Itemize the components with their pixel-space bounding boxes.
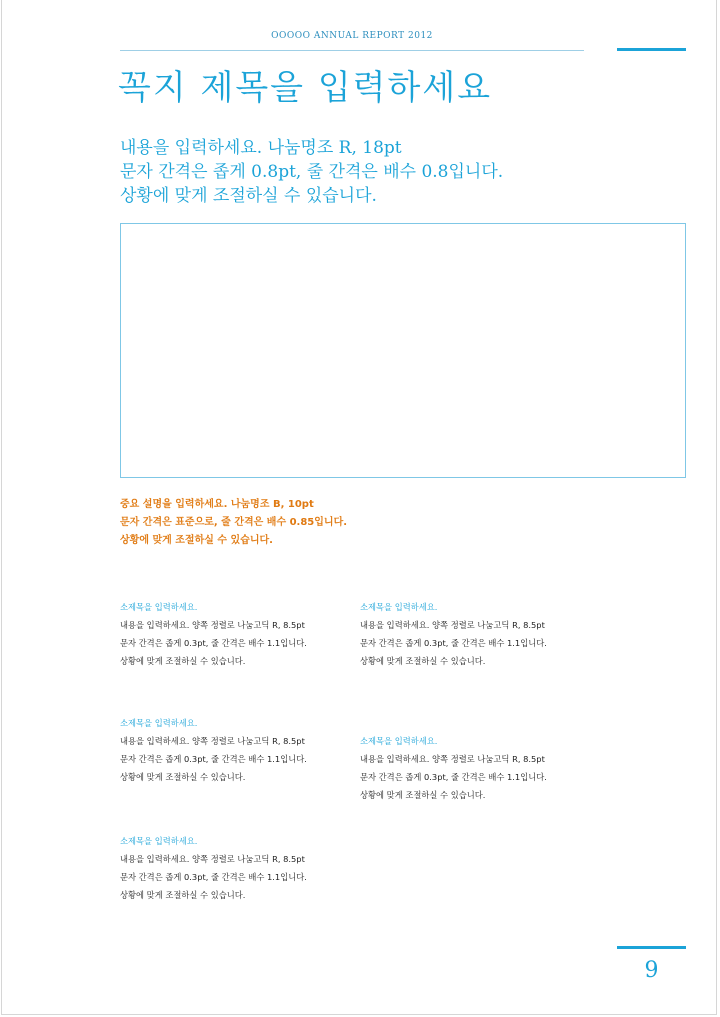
section-title: 꼭지 제목을 입력하세요 [118, 68, 493, 108]
block-line: 내용을 입력하세요. 양쪽 정렬로 나눔고딕 R, 8.5pt [120, 620, 305, 630]
intro-line: 문자 간격은 좁게 0.8pt, 줄 간격은 배수 0.8입니다. [120, 162, 504, 182]
block-line: 내용을 입력하세요. 양쪽 정렬로 나눔고딕 R, 8.5pt [120, 736, 305, 746]
block-subtitle: 소제목을 입력하세요. [360, 736, 438, 746]
caption-line: 문자 간격은 표준으로, 줄 간격은 배수 0.85입니다. [120, 517, 348, 528]
block-line: 상황에 맞게 조절하실 수 있습니다. [120, 890, 246, 900]
block-subtitle: 소제목을 입력하세요. [120, 836, 198, 846]
block-line: 상황에 맞게 조절하실 수 있습니다. [120, 656, 246, 666]
block-line: 문자 간격은 좁게 0.3pt, 줄 간격은 배수 1.1입니다. [120, 872, 307, 882]
content-block [360, 598, 600, 670]
caption-line: 상황에 맞게 조절하실 수 있습니다. [120, 535, 273, 546]
block-line: 내용을 입력하세요. 양쪽 정렬로 나눔고딕 R, 8.5pt [120, 854, 305, 864]
block-line: 상황에 맞게 조절하실 수 있습니다. [360, 790, 486, 800]
block-line: 상황에 맞게 조절하실 수 있습니다. [120, 772, 246, 782]
block-line: 문자 간격은 좁게 0.3pt, 줄 간격은 배수 1.1입니다. [120, 754, 307, 764]
block-line: 상황에 맞게 조절하실 수 있습니다. [360, 656, 486, 666]
image-placeholder [120, 223, 686, 478]
top-accent-bar [617, 48, 686, 51]
block-line: 문자 간격은 좁게 0.3pt, 줄 간격은 배수 1.1입니다. [360, 772, 547, 782]
report-header: OOOOO ANNUAL REPORT 2012 [271, 31, 433, 41]
bottom-accent-bar [617, 946, 686, 949]
content-block [120, 714, 360, 786]
block-line: 문자 간격은 좁게 0.3pt, 줄 간격은 배수 1.1입니다. [120, 638, 307, 648]
block-line: 내용을 입력하세요. 양쪽 정렬로 나눔고딕 R, 8.5pt [360, 620, 545, 630]
intro-line: 내용을 입력하세요. 나눔명조 R, 18pt [120, 138, 402, 158]
block-subtitle: 소제목을 입력하세요. [120, 602, 198, 612]
intro-text [120, 136, 600, 208]
header-rule [120, 50, 584, 51]
page-number: 9 [644, 958, 659, 983]
content-block [120, 832, 360, 904]
intro-line: 상황에 맞게 조절하실 수 있습니다. [120, 186, 377, 206]
block-subtitle: 소제목을 입력하세요. [360, 602, 438, 612]
block-line: 내용을 입력하세요. 양쪽 정렬로 나눔고딕 R, 8.5pt [360, 754, 545, 764]
image-caption [120, 496, 600, 550]
content-block [360, 732, 600, 804]
block-line: 문자 간격은 좁게 0.3pt, 줄 간격은 배수 1.1입니다. [360, 638, 547, 648]
block-subtitle: 소제목을 입력하세요. [120, 718, 198, 728]
content-block [120, 598, 360, 670]
caption-line: 중요 설명을 입력하세요. 나눔명조 B, 10pt [120, 499, 314, 510]
